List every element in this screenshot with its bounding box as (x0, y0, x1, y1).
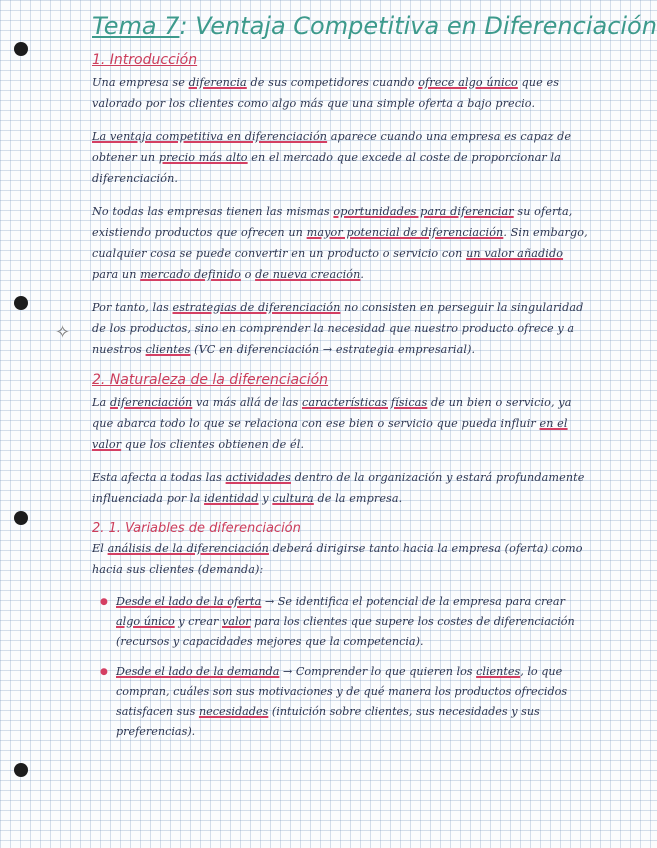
paragraph: No todas las empresas tienen las mismas oportunidades para diferenciar su oferta, existiendo productos que ofrecen un mayor potencial de diferenciación. Sin embargo, cualquier cosa se puede convertir en un producto o servicio con un valor añadido para un mercado definido o de nueva creación. (92, 205, 588, 281)
list-item: ● Desde el lado de la demanda → Comprender lo que quieren los clientes, lo que compran, cuáles son sus motivaciones y de qué manera los productos ofrecidos satisfacen sus necesidades (intuición sobre clientes, sus necesidades y sus preferencias). (106, 662, 592, 742)
paragraph: Una empresa se diferencia de sus competidores cuando ofrece algo único que es valorado por los clientes como algo más que una simple oferta a bajo precio. (92, 76, 560, 110)
paragraph: Por tanto, las estrategias de diferenciación no consisten en perseguir la singularidad de los productos, sino en comprender la necesidad que nuestro producto ofrece y a nuestros clientes (VC en diferenciación → estrategia empresarial). (92, 301, 584, 356)
binder-hole (14, 763, 28, 777)
page-title: Tema 7: Ventaja Competitiva en Diferenciación (92, 12, 657, 40)
star-icon: ✧ (55, 322, 71, 343)
paragraph: La diferenciación va más allá de las características físicas de un bien o servicio, ya que abarca todo lo que se relaciona con ese bien o servicio que pueda influir en el valor que los clientes obtienen de él. (92, 396, 572, 451)
paragraph: La ventaja competitiva en diferenciación aparece cuando una empresa es capaz de obtener un precio más alto en el mercado que excede al coste de proporcionar la diferenciación. (92, 130, 572, 185)
subsection-heading: 2. 1. Variables de diferenciación (92, 521, 301, 536)
binder-hole (14, 511, 28, 525)
list-item: ● Desde el lado de la oferta → Se identifica el potencial de la empresa para crear algo único y crear valor para los clientes que supere los costes de diferenciación (recursos y capacidades mejores que la competencia). (106, 592, 592, 652)
notes-page (92, 12, 657, 752)
binder-hole (14, 42, 28, 56)
paragraph: Esta afecta a todas las actividades dentro de la organización y estará profundamente influenciada por la identidad y cultura de la empresa. (92, 471, 585, 505)
binder-hole (14, 296, 28, 310)
section-heading: 1. Introducción (92, 52, 198, 68)
bullet-list (92, 592, 592, 742)
section-heading: 2. Naturaleza de la diferenciación (92, 372, 329, 388)
paragraph: El análisis de la diferenciación deberá dirigirse tanto hacia la empresa (oferta) como hacia sus clientes (demanda): (92, 542, 583, 576)
